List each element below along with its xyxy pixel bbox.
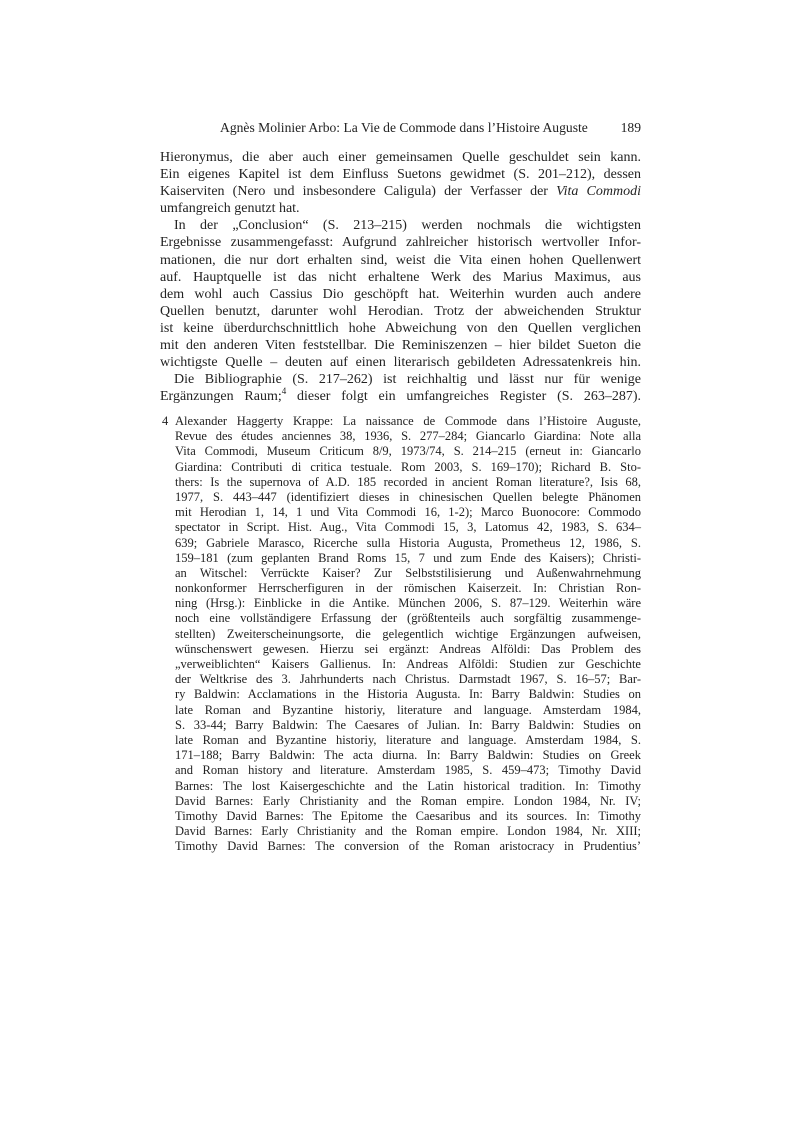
footnote-line: Timothy David Barnes: The conversion of the Roman aristocracy in Prudentius’: [175, 839, 641, 854]
footnote-line: nonkonformer Herrscherfiguren in der römischen Kaiserzeit. In: Christian Ron-: [175, 581, 641, 596]
text-segment: Kaiserviten (Nero und insbesondere Caligula) der Verfasser der: [160, 184, 557, 200]
footnote-reference: 4: [281, 386, 287, 397]
running-title: Agnès Molinier Arbo: La Vie de Commode dans l’Histoire Auguste: [220, 120, 588, 135]
body-line: [160, 303, 641, 320]
text-segment: auf. Hauptquelle ist das nicht erhaltene Werk des Marius Maximus, aus: [160, 269, 641, 285]
text-segment: umfangreich genutzt hat.: [160, 201, 300, 217]
body-line: [160, 166, 641, 183]
footnote-line: noch eine vollständigere Erfassung der (größtenteils auch sorgfältig zusammenge-: [175, 611, 641, 626]
footnote-line: 1977, S. 443–447 (identifiziert dieses in chinesischen Quellen belegte Phänomen: [175, 489, 641, 504]
footnote-line: and Roman history and literature. Amsterdam 1985, S. 459–473; Timothy David: [175, 763, 641, 778]
body-line: [160, 371, 641, 388]
footnote-line: 171–188; Barry Baldwin: The acta diurna. In: Barry Baldwin: Studies on Greek: [175, 748, 641, 763]
body-line: [160, 217, 641, 234]
body-line: [160, 200, 641, 217]
footnote-line: Barnes: The lost Kaisergeschichte and the Latin historical tradition. In: Timothy: [175, 778, 641, 793]
body-line: [160, 388, 641, 405]
text-segment: wichtigste Quelle – deuten auf einen literarisch gebildeten Adressatenkreis hin.: [160, 355, 641, 371]
footnote-line: late Roman and Byzantine historiy, literature and language. Amsterdam 1984, S.: [175, 732, 641, 747]
text-segment: Ergebnisse zusammengefasst: Aufgrund zahlreicher historisch wertvoller Infor-: [160, 235, 641, 251]
footnote-line: Vita Commodi, Museum Criticum 8/9, 1973/74, S. 214–215 (erneut in: Giancarlo: [175, 444, 641, 459]
body-line: [160, 234, 641, 251]
text-segment: Hieronymus, die aber auch einer gemeinsamen Quelle geschuldet sein kann.: [160, 150, 641, 165]
text-segment: Die Bibliographie (S. 217–262) ist reichhaltig und lässt nur für wenige: [174, 372, 641, 388]
body-line: [160, 183, 641, 200]
text-segment: dem wohl auch Cassius Dio geschöpft hat. Weiterhin wurden auch andere: [160, 286, 641, 302]
footnote-number: 4: [162, 414, 169, 428]
footnote-line: Timothy David Barnes: The Epitome the Caesaribus and its sources. In: Timothy: [175, 808, 641, 823]
footnote-line: Giardina: Contributi di critica testuale. Rom 2003, S. 169–170); Richard B. Sto-: [175, 459, 641, 474]
footnote-line: Alexander Haggerty Krappe: La naissance de Commode dans l’Histoire Auguste,: [175, 414, 641, 428]
text-segment: mationen, die nur dort erhalten sind, weist die Vita einen hohen Quellenwert: [160, 252, 641, 268]
body-line: [160, 354, 641, 371]
footnote-line: thers: Is the supernova of A.D. 185 recorded in ancient Roman literature?, Isis 68,: [175, 474, 641, 489]
text-segment: In der „Conclusion“ (S. 213–215) werden nochmals die wichtigsten: [174, 218, 641, 234]
footnote-line: ning (Hrsg.): Einblicke in die Antike. München 2006, S. 87–129. Weiterhin wäre: [175, 596, 641, 611]
footnote-line: an Witschel: Verrückte Kaiser? Zur Selbststilisierung und Außenwahrnehmung: [175, 565, 641, 580]
footnote-line: spectator in Script. Hist. Aug., Vita Commodi 15, 3, Latomus 42, 1983, S. 634–: [175, 520, 641, 535]
footnote-line: Revue des études anciennes 38, 1936, S. 277–284; Giancarlo Giardina: Note alla: [175, 429, 641, 444]
text-segment: Ergänzungen Raum;: [160, 389, 282, 405]
footnote-line: ry Baldwin: Acclamations in the Historia Augusta. In: Barry Baldwin: Studies on: [175, 687, 641, 702]
footnote-line: 639; Gabriele Marasco, Ricerche sulla Historia Augusta, Prometheus 12, 1986, S.: [175, 535, 641, 550]
footnote-line: wünschenswert gewesen. Hierzu sei ergänzt: Andreas Alföldi: Das Problem des: [175, 641, 641, 656]
footnote-line: late Roman and Byzantine historiy, literature and language. Amsterdam 1984,: [175, 702, 641, 717]
body-line: [160, 320, 641, 337]
footnote-line: der Weltkrise des 3. Jahrhunderts nach Christus. Darmstadt 1967, S. 16–57; Bar-: [175, 672, 641, 687]
body-line: [160, 269, 641, 286]
body-line: [160, 252, 641, 269]
page-number: 189: [620, 120, 641, 135]
text-segment: Vita Commodi: [556, 184, 641, 200]
text-segment: Ein eigenes Kapitel ist dem Einfluss Suetons gewidmet (S. 201–212), dessen: [160, 167, 641, 183]
footnote-line: mit Herodian 1, 14, 1 und Vita Commodi 16, 1-2); Marco Buonocore: Commodo: [175, 505, 641, 520]
footnote-line: David Barnes: Early Christianity and the Roman empire. London 1984, Nr. IV;: [175, 793, 641, 808]
footnote-line: stellten) Zweiterscheinungsorte, die gelegentlich wichtige Ergänzungen aufweisen,: [175, 626, 641, 641]
text-segment: ist keine überdurchschnittlich hohe Abweichung von den Quellen verglichen: [160, 320, 641, 336]
footnote-line: „verweiblichten“ Kaisers Gallienus. In: Andreas Alföldi: Studien zur Geschichte: [175, 657, 641, 671]
text-segment: Quellen benutzt, darunter wohl Herodian. Trotz der abweichenden Struktur: [160, 303, 641, 319]
footnote: [162, 414, 641, 854]
body-line: [160, 149, 641, 166]
footnote-line: David Barnes: Early Christianity and the Roman empire. London 1984, Nr. XIII;: [175, 824, 641, 839]
text-segment: dieser folgt ein umfangreiches Register (S. 263–287).: [286, 389, 641, 405]
footnote-line: 159–181 (zum geplanten Brand Roms 15, 7 und zum Ende des Kaisers); Christi-: [175, 550, 641, 565]
body-line: [160, 337, 641, 354]
text-segment: mit den anderen Viten feststellbar. Die Reminiszenzen – hier bildet Sueton die: [160, 338, 641, 354]
body-text: [160, 149, 641, 405]
body-line: [160, 286, 641, 303]
footnote-line: S. 33-44; Barry Baldwin: The Caesares of Julian. In: Barry Baldwin: Studies on: [175, 717, 641, 732]
running-header: [160, 119, 641, 137]
